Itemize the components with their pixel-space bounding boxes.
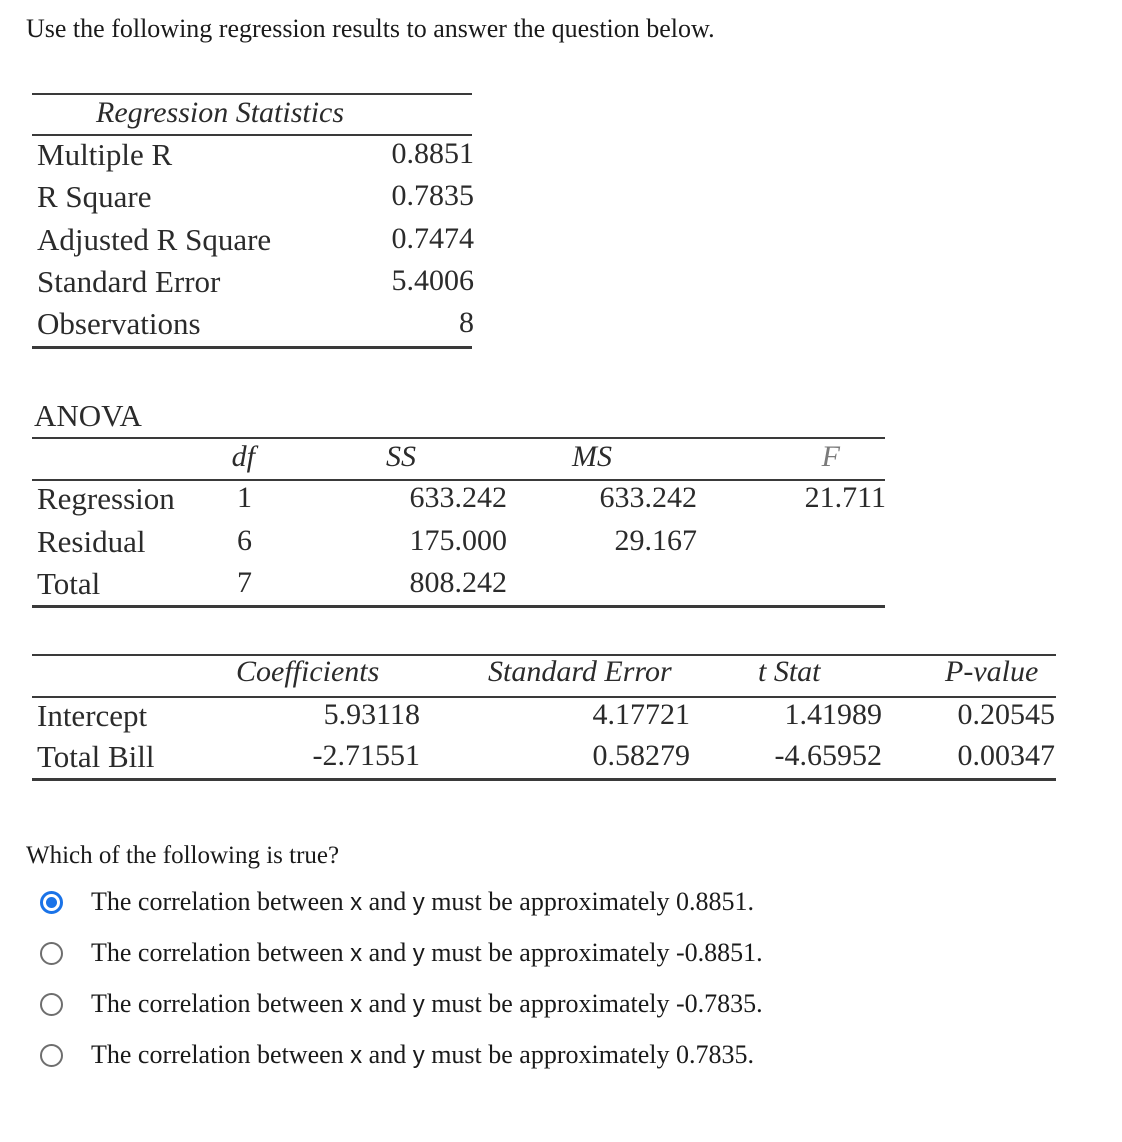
answer-option-label: The correlation between x and y must be approximately 0.7835. bbox=[91, 1040, 754, 1069]
coef-header-coefficients: Coefficients bbox=[236, 655, 380, 688]
radio-selected-icon[interactable] bbox=[40, 891, 63, 914]
coef-row-label: Total Bill bbox=[37, 739, 155, 774]
answer-option[interactable] bbox=[40, 984, 763, 1024]
anova-cell-ss: 808.242 bbox=[409, 566, 507, 599]
anova-cell-ss: 175.000 bbox=[409, 524, 507, 557]
coef-cell-standard-error: 4.17721 bbox=[592, 698, 690, 731]
table-rule bbox=[32, 93, 472, 95]
regstats-value: 0.7474 bbox=[391, 222, 474, 255]
anova-cell-f: 21.711 bbox=[804, 481, 886, 514]
regstats-label: Multiple R bbox=[37, 137, 173, 172]
coef-cell-p-value: 0.20545 bbox=[957, 698, 1055, 731]
coef-header-p-value: P-value bbox=[945, 655, 1039, 688]
answer-option-label: The correlation between x and y must be approximately -0.8851. bbox=[91, 938, 763, 967]
regstats-label: Observations bbox=[37, 306, 201, 341]
coef-cell-t-stat: -4.65952 bbox=[774, 739, 882, 772]
coef-row-label: Intercept bbox=[37, 698, 148, 733]
coef-cell-standard-error: 0.58279 bbox=[592, 739, 690, 772]
anova-header-f: F bbox=[821, 440, 840, 473]
regstats-label: R Square bbox=[37, 179, 152, 214]
anova-title: ANOVA bbox=[34, 398, 142, 433]
anova-row-label: Total bbox=[37, 566, 101, 601]
anova-row-label: Residual bbox=[37, 524, 146, 559]
table-rule bbox=[32, 778, 1056, 781]
anova-cell-df: 6 bbox=[237, 524, 252, 557]
question-prompt: Which of the following is true? bbox=[26, 842, 340, 869]
table-rule bbox=[32, 437, 885, 439]
anova-header-df: df bbox=[231, 440, 255, 473]
table-rule bbox=[32, 605, 885, 608]
radio-unselected-icon[interactable] bbox=[40, 993, 63, 1016]
anova-cell-df: 7 bbox=[237, 566, 252, 599]
radio-unselected-icon[interactable] bbox=[40, 1044, 63, 1067]
answer-option[interactable] bbox=[40, 933, 763, 973]
anova-header-ss: SS bbox=[386, 440, 416, 473]
coef-cell-p-value: 0.00347 bbox=[957, 739, 1055, 772]
anova-cell-ms: 29.167 bbox=[614, 524, 697, 557]
table-rule bbox=[32, 346, 472, 349]
answer-option[interactable] bbox=[40, 1035, 754, 1075]
coef-header-t-stat: t Stat bbox=[758, 655, 821, 688]
table-rule bbox=[32, 134, 472, 136]
regstats-value: 0.8851 bbox=[391, 137, 474, 170]
coef-cell-t-stat: 1.41989 bbox=[784, 698, 882, 731]
anova-header-ms: MS bbox=[572, 440, 612, 473]
regstats-value: 5.4006 bbox=[391, 264, 474, 297]
coef-cell-coefficient: -2.71551 bbox=[312, 739, 420, 772]
anova-cell-df: 1 bbox=[237, 481, 252, 514]
coef-cell-coefficient: 5.93118 bbox=[323, 698, 420, 731]
regstats-value: 0.7835 bbox=[391, 179, 474, 212]
regstats-label: Standard Error bbox=[37, 264, 221, 299]
regstats-label: Adjusted R Square bbox=[37, 222, 272, 257]
anova-cell-ms: 633.242 bbox=[599, 481, 697, 514]
regstats-title: Regression Statistics bbox=[96, 96, 345, 129]
anova-cell-ss: 633.242 bbox=[409, 481, 507, 514]
answer-option-label: The correlation between x and y must be approximately -0.7835. bbox=[91, 989, 763, 1018]
radio-unselected-icon[interactable] bbox=[40, 942, 63, 965]
question-intro: Use the following regression results to answer the question below. bbox=[26, 14, 715, 43]
anova-row-label: Regression bbox=[37, 481, 175, 516]
answer-option-label: The correlation between x and y must be approximately 0.8851. bbox=[91, 887, 754, 916]
answer-option[interactable] bbox=[40, 882, 754, 922]
regstats-value: 8 bbox=[459, 306, 474, 339]
coef-header-standard-error: Standard Error bbox=[488, 655, 672, 688]
